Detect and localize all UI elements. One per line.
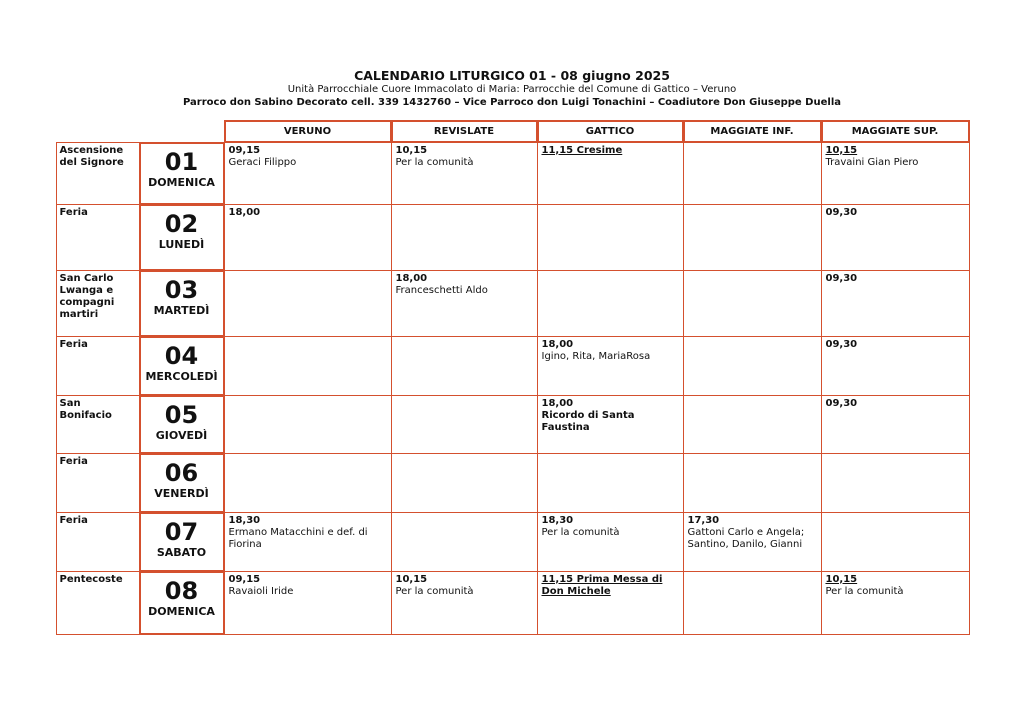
mass-cell — [821, 270, 970, 337]
day-name: MARTEDÌ — [153, 303, 210, 317]
mass-time: 18,00 — [541, 397, 574, 409]
mass-cell — [391, 336, 538, 396]
mass-cell — [224, 453, 392, 513]
document-header — [0, 68, 1024, 109]
mass-cell — [537, 142, 684, 205]
feast-label: San Bonifacio — [56, 395, 140, 454]
feast-label: Ascensione del Signore — [56, 142, 140, 205]
mass-intention: Per la comunità — [395, 156, 474, 168]
mass-cell — [224, 204, 392, 271]
mass-cell — [683, 395, 822, 454]
mass-cell — [683, 512, 822, 572]
mass-cell — [537, 571, 684, 635]
feast-label: Feria — [56, 453, 140, 513]
mass-time: 10,15 — [395, 144, 428, 156]
column-header-maggiate-inf: MAGGIATE INF. — [683, 120, 822, 143]
mass-time: 10,15 — [825, 144, 858, 156]
column-header-gattico: GATTICO — [537, 120, 684, 143]
mass-cell — [224, 336, 392, 396]
feast-label: Pentecoste — [56, 571, 140, 635]
day-number: 03 — [164, 275, 199, 304]
mass-cell — [537, 395, 684, 454]
day-name: VENERDÌ — [154, 486, 209, 500]
mass-time: 09,30 — [825, 272, 858, 284]
mass-intention: Geraci Filippo — [228, 156, 297, 168]
day-box — [139, 336, 225, 396]
mass-cell — [683, 270, 822, 337]
mass-intention: Per la comunità — [541, 526, 620, 538]
mass-time: 18,30 — [228, 514, 261, 526]
mass-time: 18,00 — [541, 338, 574, 350]
day-name: GIOVEDÌ — [155, 428, 208, 442]
mass-intention: Gattoni Carlo e Angela; Santino, Danilo, Gianni — [687, 526, 805, 550]
column-header-revislate: REVISLATE — [391, 120, 538, 143]
mass-time: 18,00 — [395, 272, 428, 284]
day-number: 01 — [164, 147, 199, 176]
mass-time: 09,15 — [228, 573, 261, 585]
mass-cell — [537, 512, 684, 572]
mass-time: 09,30 — [825, 397, 858, 409]
mass-cell — [537, 270, 684, 337]
mass-cell — [683, 142, 822, 205]
mass-cell — [224, 270, 392, 337]
mass-cell — [537, 453, 684, 513]
day-number: 05 — [164, 400, 199, 429]
mass-time: 10,15 — [825, 573, 858, 585]
day-box — [139, 571, 225, 635]
mass-cell — [224, 142, 392, 205]
mass-time: 09,30 — [825, 206, 858, 218]
mass-cell — [391, 395, 538, 454]
mass-intention: Travaini Gian Piero — [825, 156, 919, 168]
column-header-veruno: VERUNO — [224, 120, 392, 143]
day-name: MERCOLEDÌ — [145, 369, 218, 383]
corner-blank-1 — [56, 120, 140, 143]
mass-cell — [683, 204, 822, 271]
calendar-table — [56, 120, 969, 634]
page-title: CALENDARIO LITURGICO 01 - 08 giugno 2025 — [354, 68, 670, 83]
day-box — [139, 270, 225, 337]
mass-time: 09,30 — [825, 338, 858, 350]
mass-cell — [683, 336, 822, 396]
day-box — [139, 204, 225, 271]
mass-cell — [224, 395, 392, 454]
mass-cell — [391, 512, 538, 572]
mass-intention: Igino, Rita, MariaRosa — [541, 350, 651, 362]
mass-time: 17,30 — [687, 514, 720, 526]
day-name: SABATO — [156, 545, 207, 559]
mass-cell — [391, 453, 538, 513]
feast-label: Feria — [56, 336, 140, 396]
page-subtitle: Unità Parrocchiale Cuore Immacolato di Maria: Parrocchie del Comune di Gattico – Veruno — [287, 84, 737, 95]
feast-label: San Carlo Lwanga e compagni martiri — [56, 270, 140, 337]
mass-intention: Ravaioli Iride — [228, 585, 294, 597]
corner-blank-2 — [139, 120, 225, 143]
day-box — [139, 142, 225, 205]
mass-cell — [537, 204, 684, 271]
mass-cell — [683, 453, 822, 513]
feast-label: Feria — [56, 512, 140, 572]
mass-intention: Per la comunità — [825, 585, 904, 597]
feast-label: Feria — [56, 204, 140, 271]
mass-cell — [224, 571, 392, 635]
mass-time: 11,15 Cresime — [541, 144, 623, 156]
mass-cell — [821, 142, 970, 205]
mass-cell — [391, 142, 538, 205]
column-header-maggiate-sup: MAGGIATE SUP. — [821, 120, 970, 143]
day-box — [139, 512, 225, 572]
day-number: 08 — [164, 576, 199, 605]
day-name: DOMENICA — [148, 175, 215, 189]
mass-intention: Ricordo di Santa Faustina — [541, 409, 635, 433]
parish-contacts: Parroco don Sabino Decorato cell. 339 1432760 – Vice Parroco don Luigi Tonachini – Coadiutore Don Giuseppe Duella — [182, 97, 841, 108]
mass-cell — [821, 453, 970, 513]
day-box — [139, 395, 225, 454]
mass-time: 11,15 Prima Messa di Don Michele — [541, 573, 663, 597]
mass-cell — [821, 204, 970, 271]
day-number: 04 — [164, 341, 199, 370]
mass-cell — [821, 512, 970, 572]
day-number: 02 — [164, 209, 199, 238]
day-number: 06 — [164, 458, 199, 487]
mass-intention: Ermano Matacchini e def. di Fiorina — [228, 526, 368, 550]
mass-cell — [821, 571, 970, 635]
mass-cell — [224, 512, 392, 572]
day-box — [139, 453, 225, 513]
mass-time: 10,15 — [395, 573, 428, 585]
mass-cell — [821, 395, 970, 454]
mass-cell — [391, 270, 538, 337]
mass-cell — [537, 336, 684, 396]
mass-cell — [683, 571, 822, 635]
mass-time: 18,30 — [541, 514, 574, 526]
mass-intention: Per la comunità — [395, 585, 474, 597]
day-number: 07 — [164, 517, 199, 546]
mass-time: 18,00 — [228, 206, 261, 218]
day-name: LUNEDÌ — [158, 237, 205, 251]
mass-intention: Franceschetti Aldo — [395, 284, 488, 296]
mass-time: 09,15 — [228, 144, 261, 156]
day-name: DOMENICA — [148, 604, 215, 618]
mass-cell — [391, 204, 538, 271]
mass-cell — [391, 571, 538, 635]
mass-cell — [821, 336, 970, 396]
